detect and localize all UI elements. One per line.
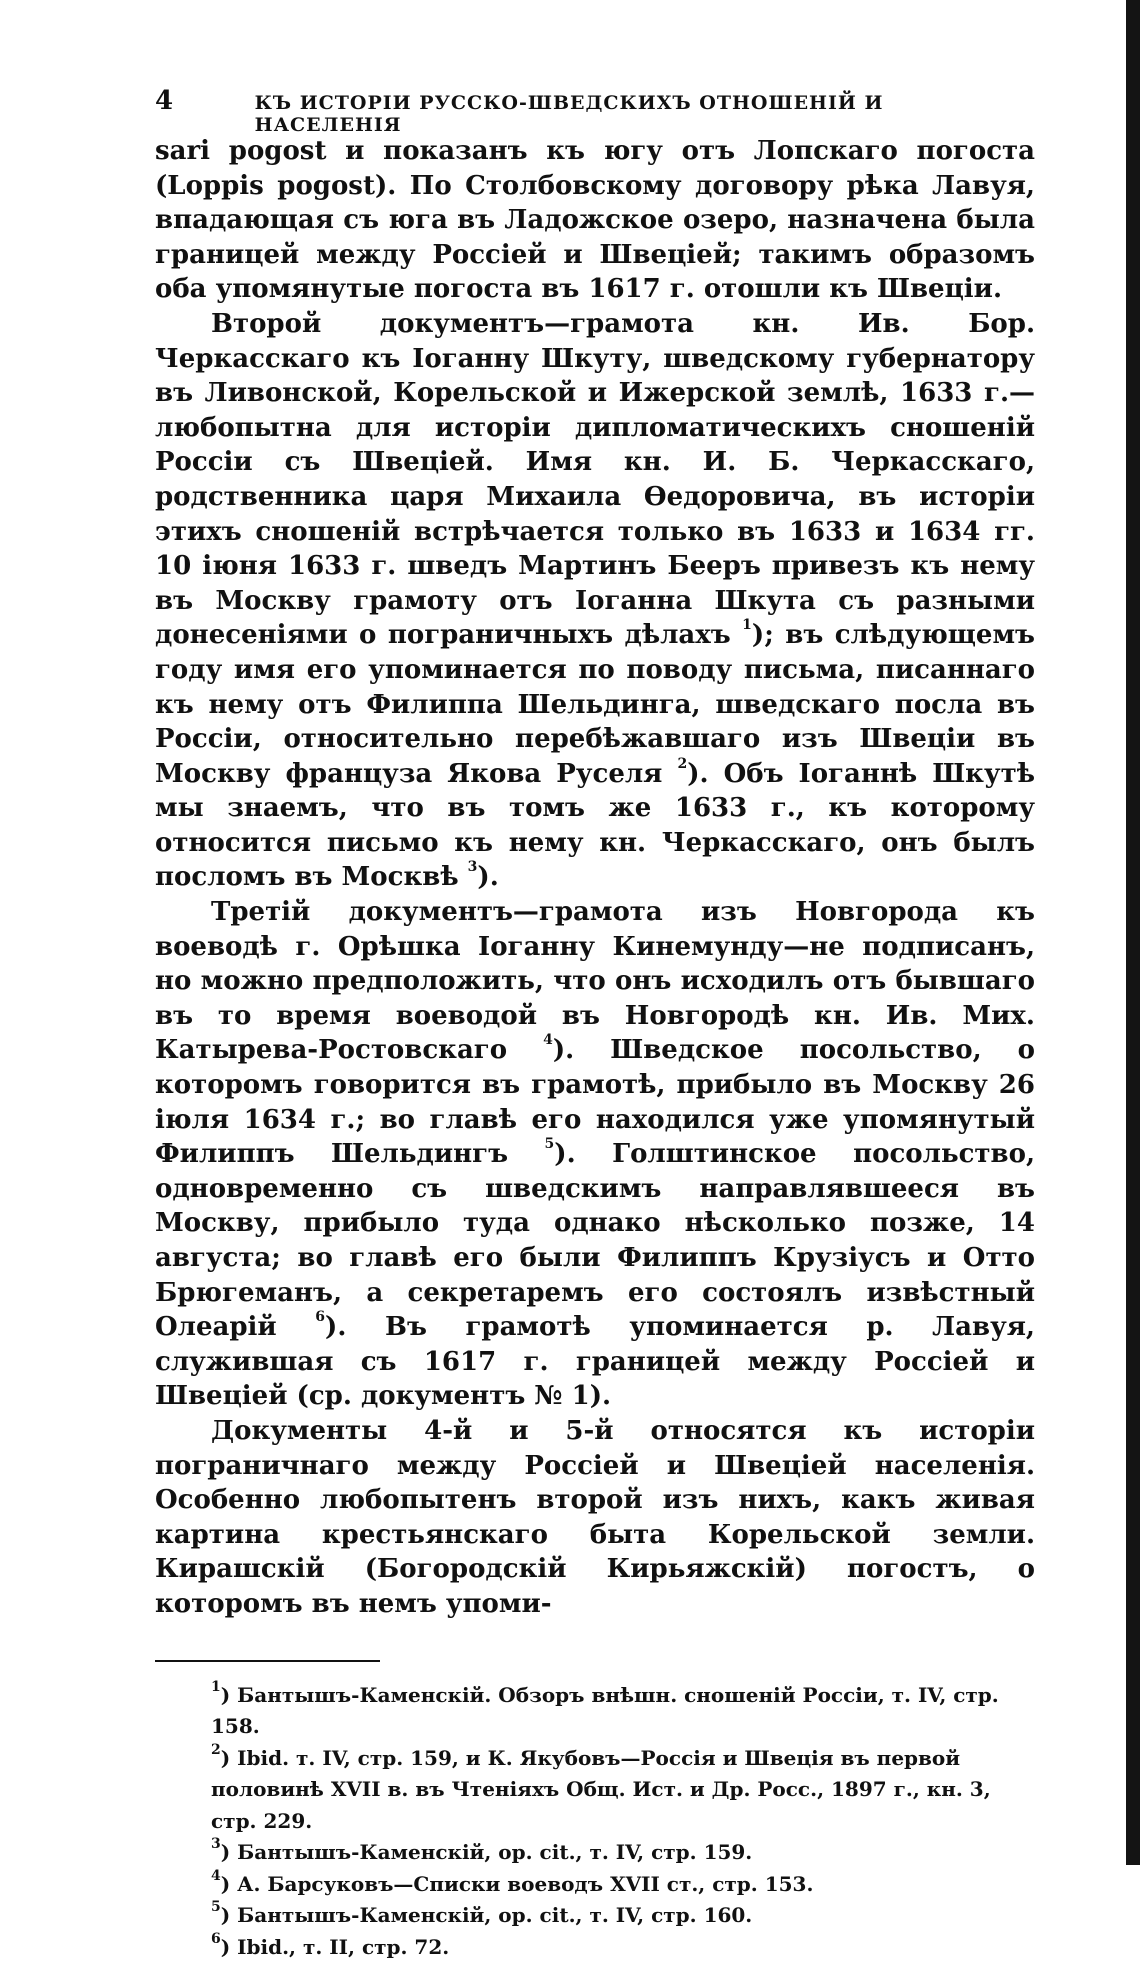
- footnote: $^3$) Бантышъ-Каменскій, op. cit., т. IV, стр. 159.: [211, 1836, 753, 1865]
- paragraph-2: Второй документъ—грамота кн. Ив. Бор. Черкасскаго къ Іоганну Шкуту, шведскому губернатору въ Ливонской, Корельской и Ижерской землѣ, 1633 г.—любопытна для исторіи дипломатическихъ сношеній Россіи съ Швеціей. Имя кн. И. Б. Черкасскаго, родственника царя Михаила Ѳедоровича, въ исторіи этихъ сношеній встрѣчается только въ 1633 и 1634 гг. 10 іюня 1633 г. шведъ Мартинъ Бееръ привезъ къ нему въ Москву грамоту отъ Іоганна Шкута съ разными донесеніями о пограничныхъ дѣлахъ $^1$); въ слѣдующемъ году имя его упоминается по поводу письма, писаннаго къ нему отъ Филиппа Шельдинга, шведскаго посла въ Россіи, относительно перебѣжавшаго изъ Швеціи въ Москву француза Якова Руселя $^2$). Объ Іоганнѣ Шкутѣ мы знаемъ, что въ томъ же 1633 г., къ которому относится письмо къ нему кн. Черкасскаго, онъ былъ посломъ въ Москвѣ $^3$).: [155, 308, 1035, 893]
- footnote: $^2$) Ibid. т. IV, стр. 159, и К. Якубовъ—Россія и Швеція въ первой половинѣ XVII в. въ Чтеніяхъ Общ. Ист. и Др. Росс., 1897 г., кн. 3, стр. 229.: [211, 1741, 991, 1833]
- paragraph-4: Документы 4-й и 5-й относятся къ исторіи пограничнаго между Россіей и Швеціей населенія. Особенно любопытенъ второй изъ нихъ, какъ живая картина крестьянскаго быта Корельской земли. Кирашскій (Богородскій Кирьяжскій) погостъ, о которомъ въ немъ упоми-: [155, 1415, 1035, 1619]
- paragraph-3: Третій документъ—грамота изъ Новгорода къ воеводѣ г. Орѣшка Іоганну Кинемунду—не подписанъ, но можно предположить, что онъ исходилъ отъ бывшаго въ то время воеводой въ Новгородѣ кн. Ив. Мих. Катырева-Ростовскаго $^4$). Шведское посольство, о которомъ говорится въ грамотѣ, прибыло въ Москву 26 іюля 1634 г.; во главѣ его находился уже упомянутый Филиппъ Шельдингъ $^5$). Голштинское посольство, одновременно съ шведскимъ направлявшееся въ Москву, прибыло туда однако нѣсколько позже, 14 августа; во главѣ его были Филиппъ Крузіусъ и Отто Брюгеманъ, а секретаремъ его состоялъ извѣстный Олеарій $^6$). Въ грамотѣ упоминается р. Лавуя, служившая съ 1617 г. границей между Россіей и Швеціей (ср. документъ № 1).: [155, 897, 1035, 1412]
- footnote-marker: 4: [543, 1032, 553, 1049]
- footnote: $^5$) Бантышъ-Каменскій, op. cit., т. IV, стр. 160.: [211, 1899, 753, 1928]
- footnote-marker: 3: [467, 859, 478, 876]
- scan-edge: [1126, 0, 1140, 1865]
- footnote: $^4$) А. Барсуковъ—Списки воеводъ XVII ст., стр. 153.: [211, 1867, 814, 1896]
- footnote-marker: 6: [315, 1309, 326, 1326]
- footnote-marker: 2: [677, 755, 688, 772]
- page-number: 4: [155, 86, 174, 116]
- footnote: $^6$) Ibid., т. II, стр. 72.: [211, 1930, 450, 1959]
- footnote-rule: [155, 1660, 380, 1662]
- footnote-marker: 1: [742, 617, 752, 634]
- footnotes: [155, 1680, 1035, 1963]
- running-title: КЪ ИСТОРІИ РУССКО-ШВЕДСКИХЪ ОТНОШЕНІЙ И НАСЕЛЕНІЯ: [254, 92, 884, 136]
- page: [155, 86, 1035, 1963]
- running-head: [155, 86, 1035, 134]
- footnote-marker: 5: [544, 1136, 555, 1153]
- footnote: $^1$) Бантышъ-Каменскій. Обзоръ внѣшн. сношеній Россіи, т. IV, стр. 158.: [211, 1678, 999, 1739]
- paragraph-1: sari pogost и показанъ къ югу отъ Лопскаго погоста (Loppis pogost). По Столбовскому договору рѣка Лавуя, впадающая съ юга въ Ладожское озеро, назначена была границей между Россіей и Швеціей; такимъ образомъ оба упомянутые погоста въ 1617 г. отошли къ Швеціи.: [155, 136, 1035, 305]
- body-text: [155, 134, 1035, 1622]
